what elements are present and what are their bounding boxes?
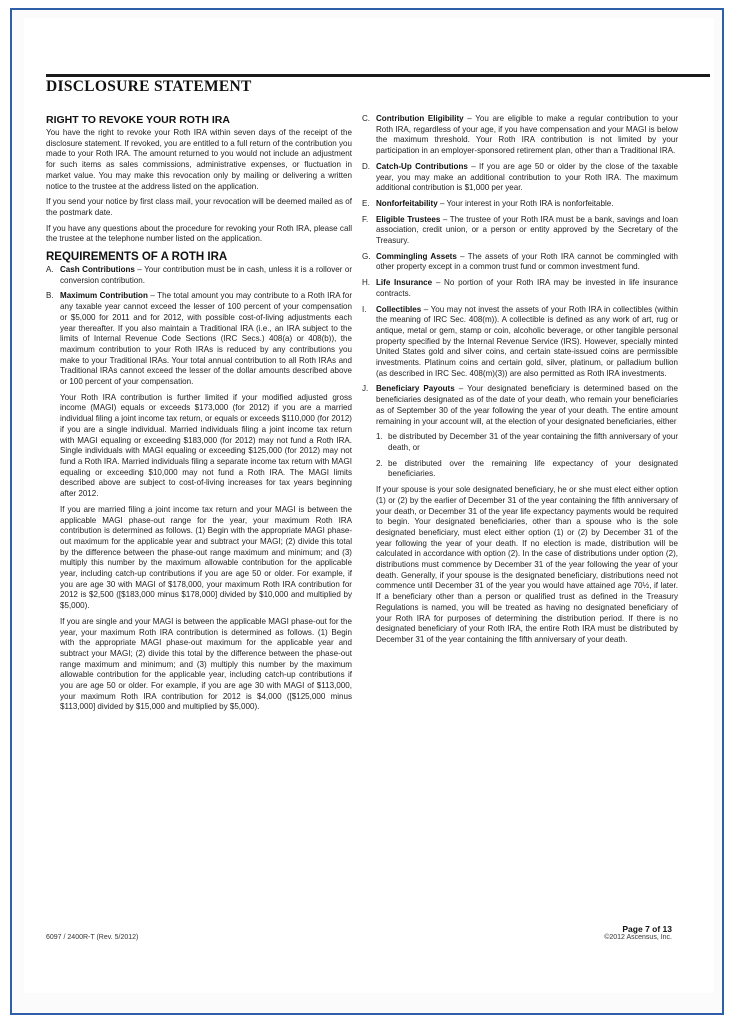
item-text: – Your designated beneficiary is determined based on the beneficiaries designated as of the date of your death, who remain your beneficiaries as of September 30 of the year following the year of your death. The entire amount remaining in your account will, at the election of your designated beneficiaries, either <box>376 384 678 426</box>
item-text: – The total amount you may contribute to a Roth IRA for any taxable year cannot exceed the lesser of 100 percent of your compensation or $5,000 for 2011 and for 2012, with possible cost-of-living adjustments each year thereafter. If you also maintain a Traditional IRA (i.e., an IRA subject to the limits of Internal Revenue Code Sections (IRC Secs.) 408(a) or 408(b)), the maximum contribution to your Roth IRAs is reduced by any contributions you make to your Traditional IRAs. Your total annual contribution to all Roth IRAs and Traditional IRAs cannot exceed the lesser of the dollar amounts described above or 100 percent of your compensation. <box>60 291 352 387</box>
item-label: A. <box>46 265 54 275</box>
page-title: DISCLOSURE STATEMENT <box>46 78 252 95</box>
requirement-d <box>362 162 678 194</box>
item-label: D. <box>362 161 371 171</box>
item-text: – No portion of your Roth IRA may be invested in life insurance contracts. <box>376 278 679 298</box>
copyright: ©2012 Ascensus, Inc. <box>604 934 672 941</box>
item-label: I. <box>362 304 367 314</box>
requirement-j <box>362 384 678 650</box>
page-number: Page 7 of 13 <box>622 924 672 934</box>
item-text: – The trustee of your Roth IRA must be a bank, savings and loan association, credit union, or a person or entity approved by the Secretary of the Treasury. <box>376 214 678 246</box>
page-footer <box>604 924 672 941</box>
revoke-paragraph-2: If you send your notice by first class mail, your revocation will be deemed mailed as of the postmark date. <box>46 197 352 217</box>
requirements-heading: REQUIREMENTS OF A ROTH IRA <box>46 251 228 264</box>
revoke-paragraph-3: If you have any questions about the procedure for revoking your Roth IRA, please call the trustee at the telephone number listed on the application. <box>46 223 352 244</box>
form-code: 6097 / 2400R-T (Rev. 5/2012) <box>46 934 139 941</box>
item-label: H. <box>362 278 371 288</box>
item-text: – Your contribution must be in cash, unless it is a rollover or conversion contribution. <box>60 265 352 285</box>
item-title: Beneficiary Payouts <box>376 384 455 394</box>
left-column <box>46 114 352 723</box>
item-text: – The assets of your Roth IRA cannot be commingled with other property except in a common trust fund or common investment fund. <box>376 251 678 272</box>
item-label: G. <box>362 251 371 261</box>
item-title: Life Insurance <box>376 278 433 288</box>
sub-label: 1. <box>376 432 383 442</box>
max-contribution-paragraph-2: Your Roth IRA contribution is further limited if your modified adjusted gross income (MAGI) equals or exceeds $173,000 (for 2012) if you are a married individual filing a joint income tax return, or equals or exceeds $110,000 (for 2012) if you are a single individual. Married individuals filing a joint income tax return with MAGI equaling or exceeding $183,000 (for 2012) may not fund a Roth IRA. Single individuals with MAGI equaling or exceeding $125,000 (for 2012) may not fund a Roth IRA. Married individuals filing a separate income tax return with MAGI equaling or exceeding $10,000 may not fund a Roth IRA. The MAGI limits described above are subject to cost-of-living increases for tax years beginning after 2012. <box>60 392 352 499</box>
item-title: Contribution Eligibility <box>376 114 464 123</box>
item-title: Nonforfeitability <box>376 198 438 208</box>
beneficiary-paragraph-2: If your spouse is your sole designated beneficiary, he or she must elect either option (1) or (2) by the earlier of December 31 of the year containing the fifth anniversary of your death, or December 31 of the year life expectancy payments would be required to begin. Your designated beneficiaries, other than a spouse who is the sole designated beneficiary, must elect either option (1) or (2) by December 31 of the year following the year of your death. If no election is made, distribution will be calculated in accordance with option (2). In the case of distributions under option (2), distributions must commence by December 31 of the year following the year of your death. Generally, if your spouse is the designated beneficiary, distributions need not commence until December 31 of the year you would have attained age 70½, if later. If a beneficiary other than a person or qualified trust as defined in the Treasury Regulations is named, you will be treated as having no designated beneficiary of your Roth IRA for purposes of determining the distribution period. If there is no designated beneficiary of your Roth IRA, the entire Roth IRA must be distributed by December 31 of the year containing the fifth anniversary of your death. <box>376 485 678 644</box>
revoke-paragraph-1: You have the right to revoke your Roth IRA within seven days of the receipt of the disclosure statement. If revoked, you are entitled to a full return of the contribution you made to your Roth IRA. The amount returned to you would not include an adjustment for such items as sales commissions, administrative expenses, or fluctuation in market value. You may make this revocation only by mailing or delivering a written notice to the trustee at the address listed on the application. <box>46 128 352 191</box>
item-label: E. <box>362 198 370 208</box>
item-label: F. <box>362 214 369 224</box>
sub-text: be distributed by December 31 of the year containing the fifth anniversary of your death, or <box>388 432 678 452</box>
payout-option-2 <box>376 459 678 480</box>
payout-option-1 <box>376 432 678 453</box>
requirement-h <box>362 278 678 299</box>
document-page <box>24 18 714 993</box>
item-title: Catch-Up Contributions <box>376 161 468 171</box>
requirement-a <box>46 265 352 286</box>
item-label: C. <box>362 114 371 123</box>
requirement-e <box>362 199 678 210</box>
item-label: B. <box>46 291 54 301</box>
requirement-i <box>362 305 678 380</box>
item-text: – You are eligible to make a regular contribution to your Roth IRA, regardless of your age, if you have compensation and your MAGI is below the maximum threshold. Your Roth IRA contribution is not limited by your participation in an employer-sponsored retirement plan, other than a Traditional IRA. <box>376 114 679 156</box>
item-text: – If you are age 50 or older by the close of the taxable year, you may make an additional contribution to your Roth IRA. The maximum additional contribution is $1,000 per year. <box>376 161 678 193</box>
sub-label: 2. <box>376 458 383 468</box>
requirement-b <box>46 291 352 718</box>
revoke-heading: RIGHT TO REVOKE YOUR ROTH IRA <box>46 114 230 126</box>
requirement-g <box>362 252 678 273</box>
item-text: – Your interest in your Roth IRA is nonforfeitable. <box>437 198 614 208</box>
header-rule <box>46 74 710 77</box>
item-title: Eligible Trustees <box>376 214 441 224</box>
item-title: Commingling Assets <box>376 251 457 261</box>
item-label: J. <box>362 384 369 394</box>
right-column <box>362 114 678 656</box>
item-title: Collectibles <box>376 304 422 314</box>
item-text: – You may not invest the assets of your Roth IRA in collectibles (within the meaning of IRC Sec. 408(m)). A collectible is defined as any work of art, rug or antique, metal or gem, stamp or coin, alcoholic beverage, or other tangible personal property specified by the Internal Revenue Service (IRS). However, specially minted United States gold and silver coins, and certain state-issued coins are permissible investments. Platinum coins and certain gold, silver, platinum, or palladium bullion (as described in IRC Sec. 408(m)(3)) are also permitted as Roth IRA investments. <box>376 304 678 378</box>
requirement-f <box>362 215 678 247</box>
requirement-c <box>362 114 678 157</box>
max-contribution-paragraph-4: If you are single and your MAGI is between the applicable MAGI phase-out for the year, your maximum Roth IRA contribution is determined as follows. (1) Begin with the appropriate MAGI phase-out maximum for the applicable year and subtract your MAGI; (2) divide this total by the difference between the phase-out range maximum and minimum; and (3) multiply this number by the maximum allowable contribution for the applicable year, including catch-up contributions if you are age 50 or older. For example, if you are age 30 with MAGI of $113,000, your maximum Roth IRA contribution for 2012 is $4,000 ([$125,000 minus $113,000] divided by $15,000 and multiplied by $5,000). <box>60 616 352 712</box>
sub-text: be distributed over the remaining life expectancy of your designated beneficiaries. <box>388 458 678 479</box>
item-title: Maximum Contribution <box>60 291 148 301</box>
item-title: Cash Contributions <box>60 265 135 275</box>
max-contribution-paragraph-3: If you are married filing a joint income tax return and your MAGI is between the applicable MAGI phase-out range for the year, your maximum Roth IRA contribution is determined as follows. (1) Begin with the appropriate MAGI phase-out maximum for the applicable year and subtract your MAGI; (2) divide this total by the difference between the phase-out range maximum and minimum; and (3) multiply this number by the maximum allowable contribution for the applicable year, including catch-up contributions if you are age 50 or older. For example, if you are age 30 with MAGI of $178,000, your maximum Roth IRA contribution for 2012 is $2,500 ([$183,000 minus $178,000] divided by $10,000 and multiplied by $5,000). <box>60 504 352 611</box>
